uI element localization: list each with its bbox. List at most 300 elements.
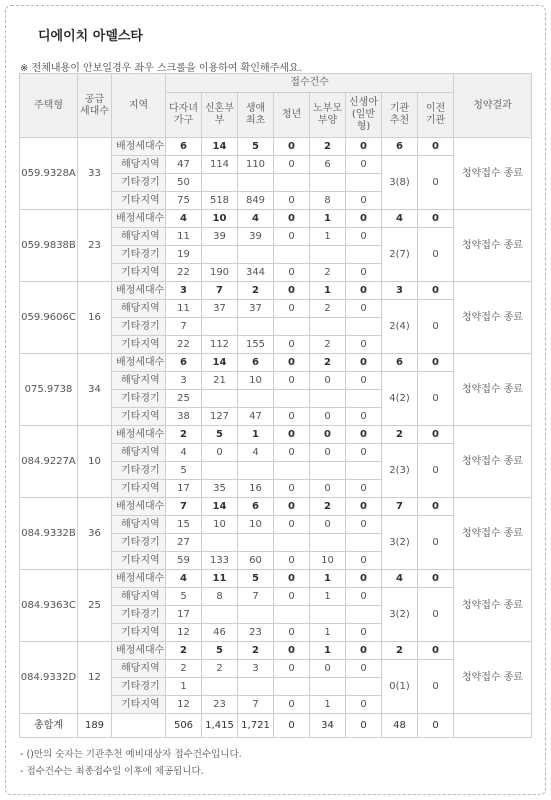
- count-cell: 2: [166, 426, 202, 444]
- count-cell: 11: [166, 228, 202, 246]
- count-cell: 12: [166, 624, 202, 642]
- count-cell: 0: [346, 228, 382, 246]
- region-label: 기타경기: [112, 390, 166, 408]
- count-cell: [274, 390, 310, 408]
- region-label: 배정세대수: [112, 282, 166, 300]
- relocated-applications: 0: [418, 660, 454, 714]
- count-cell: 0: [346, 552, 382, 570]
- count-cell: [310, 390, 346, 408]
- supply-count: 10: [78, 426, 112, 498]
- count-cell: [202, 174, 238, 192]
- supply-count: 16: [78, 282, 112, 354]
- count-cell: [310, 678, 346, 696]
- count-cell: 0: [274, 264, 310, 282]
- institution-allocated: 6: [382, 354, 418, 372]
- count-cell: 37: [202, 300, 238, 318]
- count-cell: 0: [310, 660, 346, 678]
- institution-applications: 3(2): [382, 516, 418, 570]
- total-value: 506: [166, 714, 202, 738]
- header-col-2: 생애 최초: [238, 93, 274, 138]
- region-label: 기타경기: [112, 318, 166, 336]
- count-cell: [238, 606, 274, 624]
- housing-type: 075.9738: [20, 354, 78, 426]
- region-label: 해당지역: [112, 444, 166, 462]
- count-cell: 110: [238, 156, 274, 174]
- result-status: 청약접수 종료: [454, 354, 532, 426]
- region-label: 기타지역: [112, 408, 166, 426]
- result-status: 청약접수 종료: [454, 570, 532, 642]
- count-cell: 4: [238, 444, 274, 462]
- result-status: 청약접수 종료: [454, 138, 532, 210]
- count-cell: 155: [238, 336, 274, 354]
- institution-applications: 4(2): [382, 372, 418, 426]
- count-cell: 1: [310, 570, 346, 588]
- count-cell: [346, 246, 382, 264]
- region-label: 해당지역: [112, 588, 166, 606]
- count-cell: [238, 246, 274, 264]
- institution-allocated: 6: [382, 138, 418, 156]
- region-label: 기타경기: [112, 678, 166, 696]
- count-cell: [274, 534, 310, 552]
- count-cell: 21: [202, 372, 238, 390]
- count-cell: 19: [166, 246, 202, 264]
- count-cell: [310, 606, 346, 624]
- count-cell: 10: [310, 552, 346, 570]
- count-cell: 75: [166, 192, 202, 210]
- count-cell: 5: [166, 588, 202, 606]
- region-label: 기타경기: [112, 606, 166, 624]
- count-cell: 22: [166, 264, 202, 282]
- region-label: 해당지역: [112, 228, 166, 246]
- region-label: 배정세대수: [112, 210, 166, 228]
- total-value: 0: [274, 714, 310, 738]
- header-applications: 접수건수: [166, 74, 454, 93]
- count-cell: 59: [166, 552, 202, 570]
- count-cell: 0: [346, 336, 382, 354]
- count-cell: 0: [346, 570, 382, 588]
- count-cell: 0: [274, 336, 310, 354]
- count-cell: 1: [310, 228, 346, 246]
- header-col-1: 신혼부 부: [202, 93, 238, 138]
- housing-type: 059.9328A: [20, 138, 78, 210]
- count-cell: [346, 174, 382, 192]
- count-cell: 2: [166, 660, 202, 678]
- count-cell: 7: [238, 588, 274, 606]
- total-result: [454, 714, 532, 738]
- count-cell: [202, 318, 238, 336]
- relocated-applications: 0: [418, 300, 454, 354]
- region-label: 기타지역: [112, 192, 166, 210]
- count-cell: 7: [166, 498, 202, 516]
- count-cell: 16: [238, 480, 274, 498]
- count-cell: 0: [202, 444, 238, 462]
- region-label: 해당지역: [112, 372, 166, 390]
- count-cell: 114: [202, 156, 238, 174]
- region-label: 해당지역: [112, 300, 166, 318]
- region-label: 기타경기: [112, 174, 166, 192]
- count-cell: [274, 462, 310, 480]
- count-cell: [310, 318, 346, 336]
- count-cell: 0: [274, 354, 310, 372]
- table-row: [20, 570, 532, 588]
- count-cell: [346, 534, 382, 552]
- region-label: 기타지역: [112, 624, 166, 642]
- result-status: 청약접수 종료: [454, 282, 532, 354]
- count-cell: 2: [238, 282, 274, 300]
- count-cell: 112: [202, 336, 238, 354]
- count-cell: 1: [310, 282, 346, 300]
- count-cell: 22: [166, 336, 202, 354]
- relocated-allocated: 0: [418, 426, 454, 444]
- count-cell: 0: [310, 372, 346, 390]
- count-cell: 0: [274, 282, 310, 300]
- count-cell: 0: [346, 444, 382, 462]
- count-cell: 2: [238, 642, 274, 660]
- region-label: 기타지역: [112, 480, 166, 498]
- count-cell: 1: [166, 678, 202, 696]
- count-cell: [310, 534, 346, 552]
- count-cell: 0: [274, 498, 310, 516]
- count-cell: 0: [274, 426, 310, 444]
- count-cell: 39: [238, 228, 274, 246]
- count-cell: 3: [238, 660, 274, 678]
- count-cell: [274, 606, 310, 624]
- count-cell: 5: [166, 462, 202, 480]
- count-cell: 2: [166, 642, 202, 660]
- housing-type: 084.9227A: [20, 426, 78, 498]
- count-cell: 5: [238, 138, 274, 156]
- count-cell: [238, 174, 274, 192]
- count-cell: 0: [274, 408, 310, 426]
- region-label: 배정세대수: [112, 426, 166, 444]
- count-cell: 5: [202, 642, 238, 660]
- count-cell: 14: [202, 138, 238, 156]
- count-cell: 2: [310, 138, 346, 156]
- region-label: 배정세대수: [112, 570, 166, 588]
- count-cell: 0: [274, 642, 310, 660]
- total-value: 48: [382, 714, 418, 738]
- header-result: 청약결과: [454, 74, 532, 138]
- count-cell: [238, 318, 274, 336]
- housing-type: 084.9332B: [20, 498, 78, 570]
- count-cell: [202, 390, 238, 408]
- header-col-7: 이전 기관: [418, 93, 454, 138]
- count-cell: 12: [166, 696, 202, 714]
- total-row: [20, 714, 532, 738]
- count-cell: 0: [346, 426, 382, 444]
- count-cell: 0: [346, 480, 382, 498]
- count-cell: 4: [238, 210, 274, 228]
- count-cell: 0: [274, 444, 310, 462]
- count-cell: 0: [346, 642, 382, 660]
- relocated-applications: 0: [418, 156, 454, 210]
- count-cell: [346, 462, 382, 480]
- institution-applications: 2(7): [382, 228, 418, 282]
- count-cell: [310, 462, 346, 480]
- institution-applications: 2(3): [382, 444, 418, 498]
- institution-allocated: 7: [382, 498, 418, 516]
- relocated-allocated: 0: [418, 354, 454, 372]
- count-cell: [238, 678, 274, 696]
- count-cell: 50: [166, 174, 202, 192]
- count-cell: 2: [310, 498, 346, 516]
- region-label: 배정세대수: [112, 138, 166, 156]
- region-label: 기타지역: [112, 336, 166, 354]
- count-cell: 6: [166, 138, 202, 156]
- region-label: 기타지역: [112, 264, 166, 282]
- supply-count: 23: [78, 210, 112, 282]
- relocated-allocated: 0: [418, 138, 454, 156]
- total-label: 총합계: [20, 714, 78, 738]
- count-cell: 0: [346, 282, 382, 300]
- count-cell: 10: [202, 516, 238, 534]
- relocated-allocated: 0: [418, 498, 454, 516]
- count-cell: 3: [166, 372, 202, 390]
- count-cell: 60: [238, 552, 274, 570]
- count-cell: 8: [310, 192, 346, 210]
- count-cell: 2: [310, 300, 346, 318]
- count-cell: 0: [346, 138, 382, 156]
- table-row: [20, 354, 532, 372]
- header-col-0: 다자녀 가구: [166, 93, 202, 138]
- count-cell: 7: [166, 318, 202, 336]
- result-status: 청약접수 종료: [454, 210, 532, 282]
- result-status: 청약접수 종료: [454, 642, 532, 714]
- count-cell: [346, 678, 382, 696]
- result-status: 청약접수 종료: [454, 426, 532, 498]
- count-cell: [238, 462, 274, 480]
- count-cell: 1: [310, 210, 346, 228]
- region-label: 기타경기: [112, 246, 166, 264]
- count-cell: 0: [346, 210, 382, 228]
- count-cell: 0: [346, 372, 382, 390]
- count-cell: 4: [166, 444, 202, 462]
- header-col-5: 신생아 (일반 형): [346, 93, 382, 138]
- count-cell: 0: [346, 408, 382, 426]
- count-cell: 8: [202, 588, 238, 606]
- count-cell: [310, 174, 346, 192]
- count-cell: 0: [274, 228, 310, 246]
- count-cell: 0: [346, 192, 382, 210]
- relocated-applications: 0: [418, 516, 454, 570]
- count-cell: 39: [202, 228, 238, 246]
- count-cell: 190: [202, 264, 238, 282]
- supply-count: 12: [78, 642, 112, 714]
- supply-count: 25: [78, 570, 112, 642]
- count-cell: 0: [274, 480, 310, 498]
- supply-count: 36: [78, 498, 112, 570]
- footnotes: [20, 746, 242, 780]
- total-region: [112, 714, 166, 738]
- total-value: 1,415: [202, 714, 238, 738]
- header-type: 주택형: [20, 74, 78, 138]
- institution-allocated: 4: [382, 570, 418, 588]
- supply-count: 34: [78, 354, 112, 426]
- count-cell: 23: [238, 624, 274, 642]
- count-cell: 1: [310, 642, 346, 660]
- count-cell: 0: [274, 156, 310, 174]
- count-cell: 0: [310, 408, 346, 426]
- count-cell: 133: [202, 552, 238, 570]
- count-cell: 1: [310, 624, 346, 642]
- housing-type: 059.9838B: [20, 210, 78, 282]
- region-label: 해당지역: [112, 156, 166, 174]
- total-value: 34: [310, 714, 346, 738]
- institution-allocated: 2: [382, 426, 418, 444]
- count-cell: 14: [202, 354, 238, 372]
- region-label: 배정세대수: [112, 498, 166, 516]
- count-cell: 1: [238, 426, 274, 444]
- count-cell: 849: [238, 192, 274, 210]
- count-cell: 7: [238, 696, 274, 714]
- count-cell: 10: [202, 210, 238, 228]
- count-cell: 0: [274, 192, 310, 210]
- result-status: 청약접수 종료: [454, 498, 532, 570]
- region-label: 배정세대수: [112, 642, 166, 660]
- count-cell: [346, 318, 382, 336]
- institution-applications: 3(8): [382, 156, 418, 210]
- total-value: 1,721: [238, 714, 274, 738]
- count-cell: [310, 246, 346, 264]
- count-cell: 0: [346, 516, 382, 534]
- count-cell: 0: [274, 570, 310, 588]
- institution-allocated: 2: [382, 642, 418, 660]
- institution-allocated: 4: [382, 210, 418, 228]
- count-cell: 0: [346, 588, 382, 606]
- count-cell: 7: [202, 282, 238, 300]
- count-cell: 0: [310, 480, 346, 498]
- count-cell: 6: [166, 354, 202, 372]
- institution-allocated: 3: [382, 282, 418, 300]
- region-label: 해당지역: [112, 516, 166, 534]
- count-cell: 0: [346, 156, 382, 174]
- count-cell: 0: [346, 624, 382, 642]
- region-label: 기타지역: [112, 696, 166, 714]
- count-cell: 0: [346, 498, 382, 516]
- institution-applications: 2(4): [382, 300, 418, 354]
- count-cell: 0: [310, 444, 346, 462]
- housing-type: 084.9363C: [20, 570, 78, 642]
- housing-type: 059.9606C: [20, 282, 78, 354]
- count-cell: 0: [274, 696, 310, 714]
- count-cell: [202, 606, 238, 624]
- count-cell: 0: [346, 264, 382, 282]
- relocated-applications: 0: [418, 372, 454, 426]
- supply-count: 33: [78, 138, 112, 210]
- count-cell: 25: [166, 390, 202, 408]
- count-cell: 1: [310, 696, 346, 714]
- count-cell: 5: [202, 426, 238, 444]
- count-cell: 15: [166, 516, 202, 534]
- header-region: 지역: [112, 74, 166, 138]
- institution-applications: 3(2): [382, 588, 418, 642]
- count-cell: 0: [274, 552, 310, 570]
- count-cell: 47: [238, 408, 274, 426]
- count-cell: [202, 534, 238, 552]
- header-supply: 공급 세대수: [78, 74, 112, 138]
- relocated-applications: 0: [418, 228, 454, 282]
- count-cell: 10: [238, 516, 274, 534]
- count-cell: 0: [274, 624, 310, 642]
- count-cell: 6: [310, 156, 346, 174]
- count-cell: 10: [238, 372, 274, 390]
- count-cell: 344: [238, 264, 274, 282]
- count-cell: 0: [274, 300, 310, 318]
- count-cell: 23: [202, 696, 238, 714]
- count-cell: 2: [310, 264, 346, 282]
- count-cell: 1: [310, 588, 346, 606]
- count-cell: [202, 678, 238, 696]
- total-value: 0: [346, 714, 382, 738]
- count-cell: 46: [202, 624, 238, 642]
- count-cell: [238, 534, 274, 552]
- count-cell: 0: [274, 660, 310, 678]
- footnote-2: - 접수건수는 최종접수일 이후에 제공됩니다.: [20, 763, 242, 780]
- region-label: 기타경기: [112, 534, 166, 552]
- count-cell: 0: [310, 516, 346, 534]
- count-cell: 4: [166, 570, 202, 588]
- relocated-applications: 0: [418, 588, 454, 642]
- count-cell: 0: [346, 300, 382, 318]
- count-cell: [346, 606, 382, 624]
- count-cell: [202, 462, 238, 480]
- count-cell: [274, 246, 310, 264]
- count-cell: [238, 390, 274, 408]
- header-col-3: 청년: [274, 93, 310, 138]
- footnote-1: - ()안의 숫자는 기관추천 예비대상자 접수건수입니다.: [20, 746, 242, 763]
- count-cell: [274, 174, 310, 192]
- count-cell: 2: [202, 660, 238, 678]
- region-label: 기타경기: [112, 462, 166, 480]
- count-cell: 35: [202, 480, 238, 498]
- count-cell: 11: [166, 300, 202, 318]
- table-row: [20, 642, 532, 660]
- table-row: [20, 426, 532, 444]
- count-cell: 6: [238, 354, 274, 372]
- region-label: 배정세대수: [112, 354, 166, 372]
- table-row: [20, 138, 532, 156]
- relocated-allocated: 0: [418, 642, 454, 660]
- count-cell: 17: [166, 480, 202, 498]
- count-cell: 0: [310, 426, 346, 444]
- count-cell: [274, 318, 310, 336]
- count-cell: 0: [346, 660, 382, 678]
- institution-applications: 0(1): [382, 660, 418, 714]
- region-label: 해당지역: [112, 660, 166, 678]
- page-title: 디에이치 아델스타: [38, 29, 143, 44]
- count-cell: 11: [202, 570, 238, 588]
- relocated-allocated: 0: [418, 570, 454, 588]
- count-cell: 518: [202, 192, 238, 210]
- table-row: [20, 498, 532, 516]
- count-cell: 4: [166, 210, 202, 228]
- count-cell: 38: [166, 408, 202, 426]
- count-cell: 127: [202, 408, 238, 426]
- count-cell: 0: [274, 588, 310, 606]
- count-cell: 17: [166, 606, 202, 624]
- count-cell: 47: [166, 156, 202, 174]
- count-cell: 0: [346, 696, 382, 714]
- count-cell: 0: [274, 372, 310, 390]
- housing-type: 084.9332D: [20, 642, 78, 714]
- subscription-table: [19, 73, 532, 738]
- total-value: 0: [418, 714, 454, 738]
- count-cell: 2: [310, 336, 346, 354]
- relocated-applications: 0: [418, 444, 454, 498]
- scroll-notice: ※ 전체내용이 안보일경우 좌우 스크롤을 이용하여 확인해주세요.: [20, 63, 302, 74]
- region-label: 기타지역: [112, 552, 166, 570]
- count-cell: 0: [274, 138, 310, 156]
